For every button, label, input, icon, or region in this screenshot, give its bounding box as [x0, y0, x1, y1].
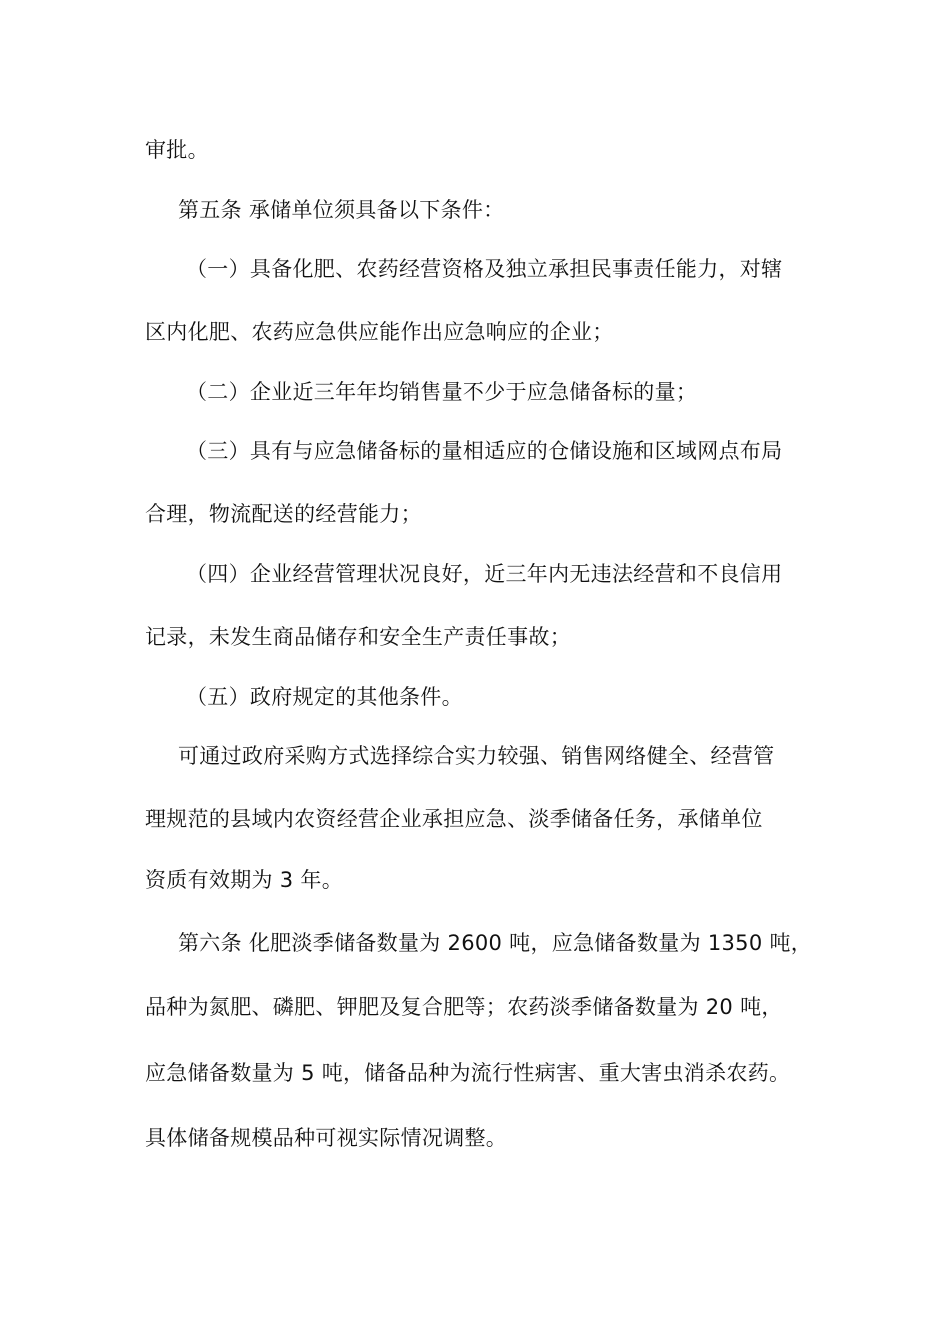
paragraph-line: 品种为氮肥、磷肥、钾肥及复合肥等；农药淡季储备数量为 20 吨， — [145, 995, 783, 1019]
list-item-line: （五）政府规定的其他条件。 — [186, 685, 463, 709]
paragraph-line: 资质有效期为 3 年。 — [145, 868, 344, 892]
paragraph-line: 可通过政府采购方式选择综合实力较强、销售网络健全、经营管 — [178, 744, 775, 768]
list-item-line: （二）企业近三年年均销售量不少于应急储备标的量； — [186, 380, 698, 404]
list-item-line: （三）具有与应急储备标的量相适应的仓储设施和区域网点布局 — [186, 439, 783, 463]
paragraph-line: 具体储备规模品种可视实际情况调整。 — [145, 1126, 508, 1150]
paragraph-line: 区内化肥、农药应急供应能作出应急响应的企业； — [145, 320, 614, 344]
article-heading-line: 第五条 承储单位须具备以下条件： — [178, 198, 505, 222]
paragraph-line: 审批。 — [145, 138, 209, 162]
paragraph-line: 应急储备数量为 5 吨，储备品种为流行性病害、重大害虫消杀农药。 — [145, 1061, 791, 1085]
paragraph-line: 记录，未发生商品储存和安全生产责任事故； — [145, 625, 571, 649]
list-item-line: （一）具备化肥、农药经营资格及独立承担民事责任能力，对辖 — [186, 257, 783, 281]
paragraph-line: 合理，物流配送的经营能力； — [145, 502, 422, 526]
list-item-line: （四）企业经营管理状况良好，近三年内无违法经营和不良信用 — [186, 562, 783, 586]
article-heading-line: 第六条 化肥淡季储备数量为 2600 吨，应急储备数量为 1350 吨， — [178, 931, 813, 955]
paragraph-line: 理规范的县域内农资经营企业承担应急、淡季储备任务，承储单位 — [145, 807, 763, 831]
